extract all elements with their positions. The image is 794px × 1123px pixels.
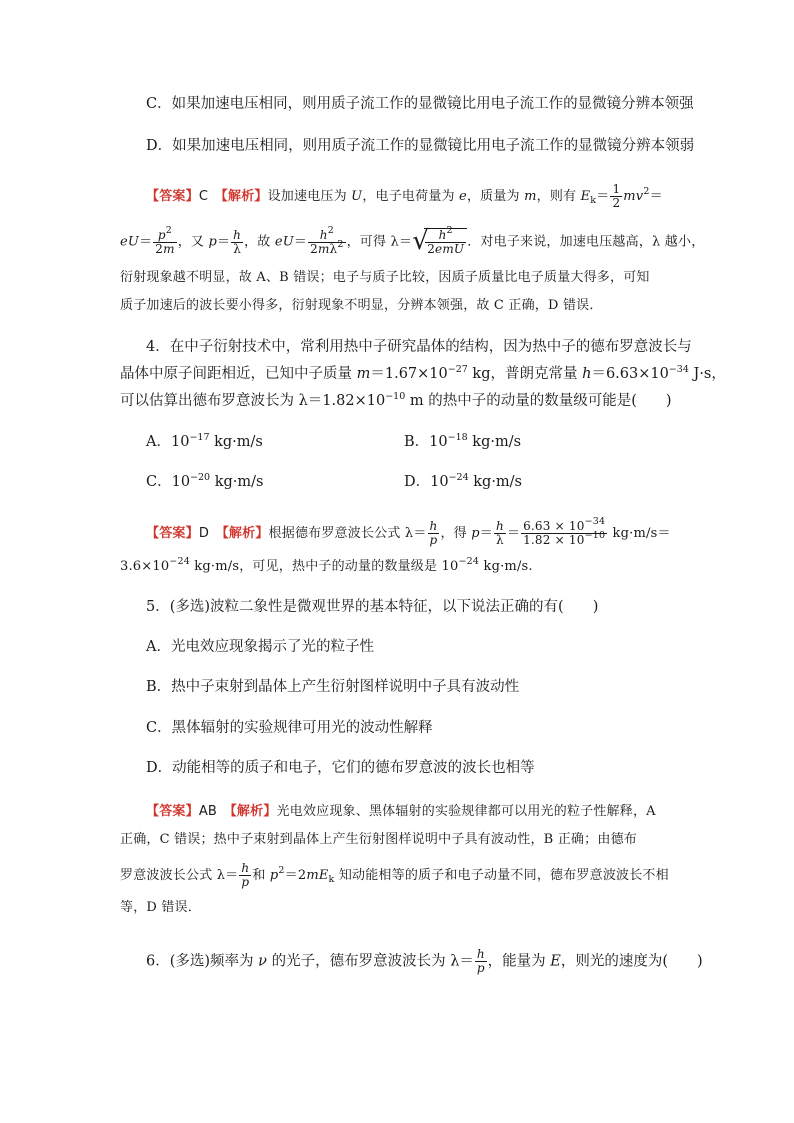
q3-explanation-line-1: 【答案】C 【解析】设加速电压为 U，电子电荷量为 e，质量为 m，则有 $E_k=$ $\frac{1}{2}$ $mv^2=$: [146, 182, 663, 210]
q4-stem-line-2: 晶体中原子间距相近，已知中子质量 $m=1.67\times 10^{-27}$ kg，普朗克常量 $h=6.63\times 10^{-34}$ J·s，: [120, 364, 726, 382]
answer-label: 【答案】: [146, 804, 199, 819]
q4-explanation-line-1: 【答案】D 【解析】根据德布罗意波长公式 λ＝ $\frac{h}{p}$ ，得 p＝ $\frac{h}{\lambda}$ ＝ $\frac{6.63 \times 10^{-34}}{1.82 \times 10^{-10}}$ kg·m/s＝: [146, 516, 671, 547]
q5-explanation-text: 光电效应现象、黑体辐射的实验规律都可以用光的粒子性解释，A: [276, 804, 656, 819]
q5-option-b: B．热中子束射到晶体上产生衍射图样说明中子具有波动性: [146, 679, 520, 695]
q4-answer: D: [198, 526, 210, 541]
q6-stem: 6．(多选)频率为 ν 的光子，德布罗意波波长为 λ＝ $\frac{h}{p}$ ，能量为 E，则光的速度为( ): [146, 947, 703, 975]
q3-answer: C: [198, 189, 209, 204]
analysis-label: 【解析】: [221, 189, 268, 204]
q5-explanation-line-1: [146, 802, 656, 822]
q4-stem-line-1: 4．在中子衍射技术中，常利用热中子研究晶体的结构，因为热中子的德布罗意波长与: [146, 339, 692, 355]
q4-option-b: B．$10^{-18}$ kg·m/s: [404, 432, 522, 450]
analysis-label: 【解析】: [230, 804, 277, 819]
q5-option-a: A．光电效应现象揭示了光的粒子性: [146, 639, 374, 655]
answer-label: 【答案】: [146, 526, 199, 541]
q3-explanation-line-2: eU＝ $\frac{p^2}{2m}$ ，又 p＝ $\frac{h}{\lambda}$ ，故 eU＝ $\frac{h^2}{2m\lambda^2}$ ，可得 λ＝ √ $\frac{h^2}{\text{2emU}}$ ．对电子来说，加速电压越高，λ 越小，: [120, 228, 704, 256]
q4-stem-line-3: 可以估算出德布罗意波长为 $\lambda=1.82\times 10^{-10}$ m 的热中子的动量的数量级可能是( ): [120, 391, 672, 409]
q4-option-d: D．$10^{-24}$ kg·m/s: [404, 472, 523, 490]
q3-explanation-line-3: 衍射现象越不明显，故 A、B 错误；电子与质子比较，因质子质量比电子质量大得多，可知: [120, 270, 650, 285]
q5-explanation-line-3: 罗意波波长公式 λ＝ $\frac{h}{p}$ 和 $p^2=2mE_k$ 知动能相等的质子和电子动量不同，德布罗意波波长不相: [120, 861, 669, 889]
q3-option-d: D．如果加速电压相同，则用质子流工作的显微镜比用电子流工作的显微镜分辨本领弱: [146, 138, 695, 154]
q4-option-c: C．$10^{-20}$ kg·m/s: [146, 472, 264, 490]
q5-explanation-line-2: 正确，C 错误；热中子束射到晶体上产生衍射图样说明中子具有波动性，B 正确；由德布: [120, 832, 637, 847]
q5-option-c: C．黑体辐射的实验规律可用光的波动性解释: [146, 720, 433, 736]
q5-answer: AB: [198, 804, 218, 819]
answer-label: 【答案】: [146, 189, 199, 204]
q4-option-a: A．$10^{-17}$ kg·m/s: [146, 432, 263, 450]
analysis-label: 【解析】: [222, 526, 269, 541]
q5-stem: 5．(多选)波粒二象性是微观世界的基本特征，以下说法正确的有( ): [146, 599, 599, 615]
q5-explanation-line-4: 等，D 错误．: [120, 900, 201, 915]
q5-option-d: D．动能相等的质子和电子，它们的德布罗意波的波长也相等: [146, 760, 535, 776]
q4-explanation-line-2: $3.6\times 10^{-24}$ kg·m/s，可见，热中子的动量的数量级是 $10^{-24}$ kg·m/s.: [120, 556, 533, 574]
q3-explanation-line-4: 质子加速后的波长要小得多，衍射现象不明显，分辨本领强，故 C 正确，D 错误．: [120, 298, 603, 313]
q3-option-c: C．如果加速电压相同，则用质子流工作的显微镜比用电子流工作的显微镜分辨本领强: [146, 96, 694, 112]
